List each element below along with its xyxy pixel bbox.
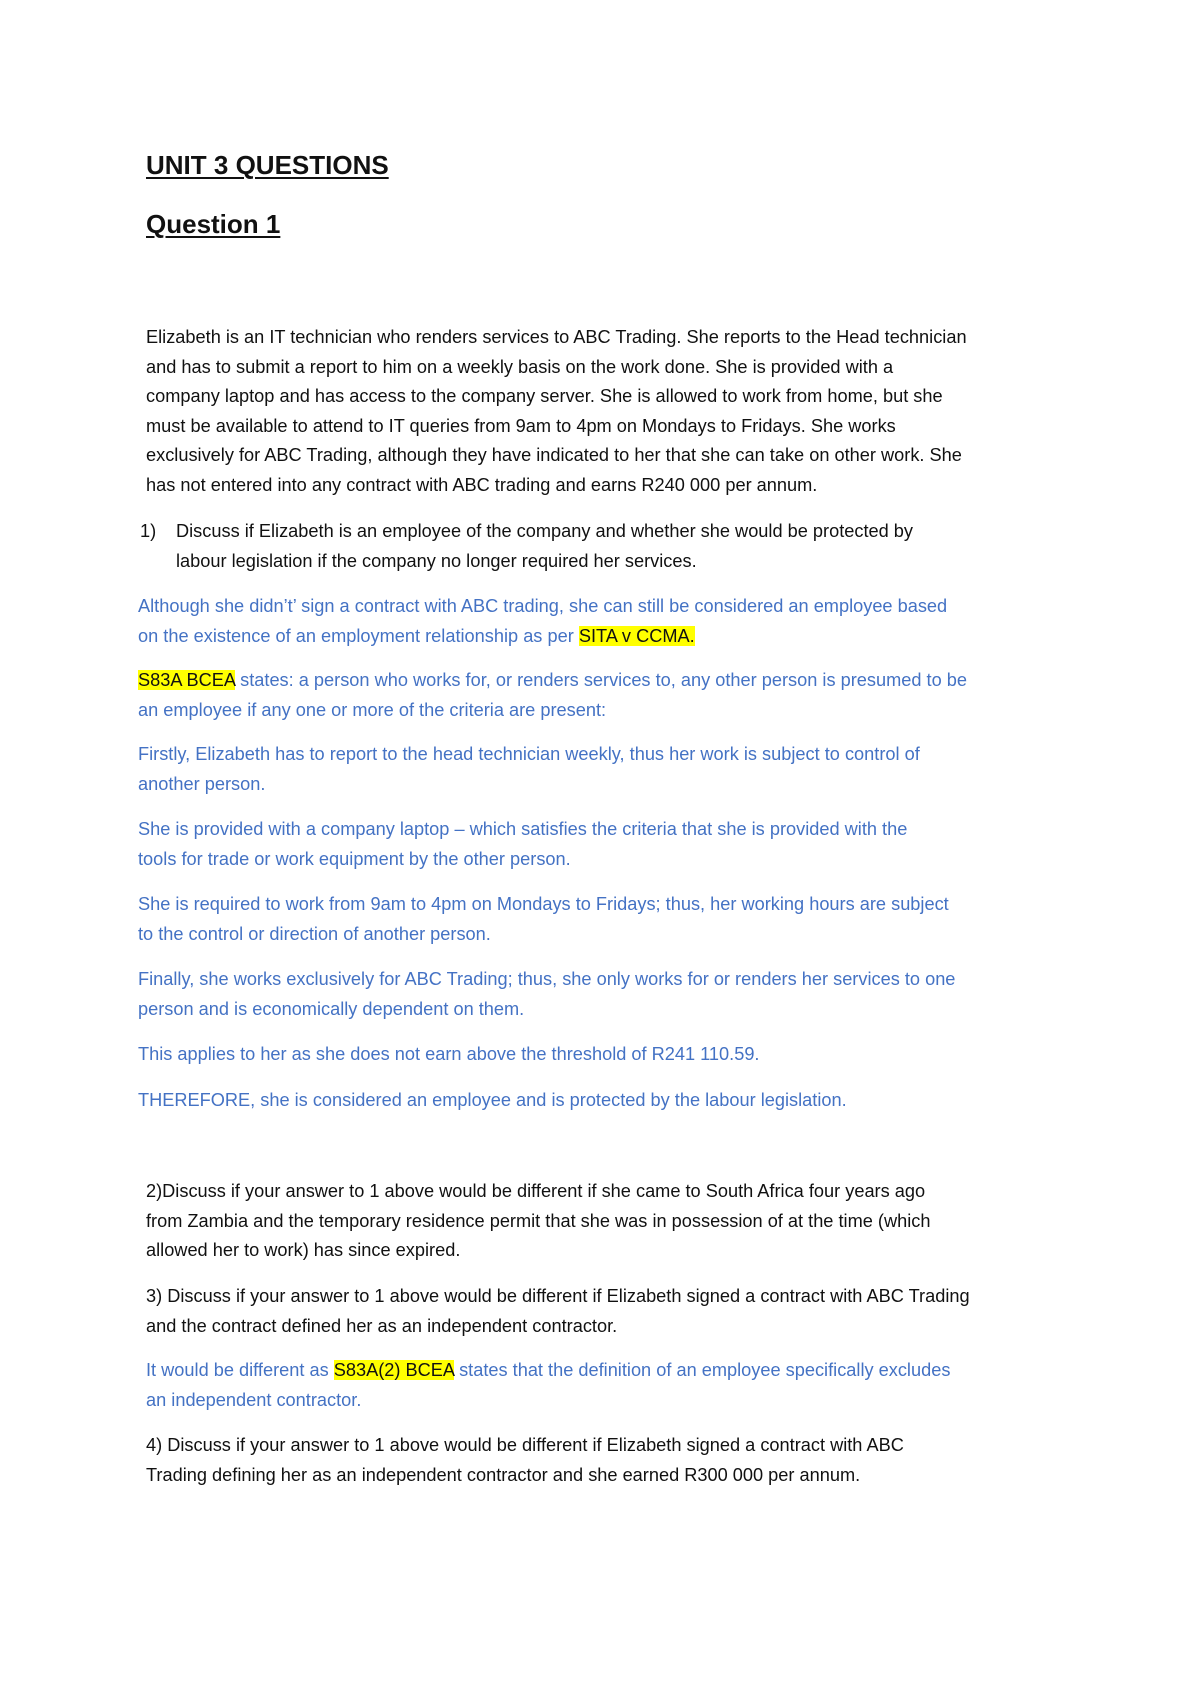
question-4-line: 4) Discuss if your answer to 1 above would be different if Elizabeth signed a contract with ABC [146,1435,904,1455]
answer-line: She is provided with a company laptop – which satisfies the criteria that she is provided with the [138,819,908,839]
highlighted-case-citation: SITA v CCMA. [578,625,695,646]
answer-line: another person. [138,773,266,794]
question-2-line: from Zambia and the temporary residence permit that she was in possession of at the time (which [146,1210,931,1231]
answer-line [138,622,947,652]
question-1-line: labour legislation if the company no longer required her services. [176,550,697,571]
scenario-line: exclusively for ABC Trading, although they have indicated to her that she can take on other work. She [146,445,962,465]
answer-text: It would be different as [146,1360,334,1380]
scenario-line: Elizabeth is an IT technician who renders services to ABC Trading. She reports to the Head technician [146,327,967,347]
question-2-line: 2)Discuss if your answer to 1 above would be different if she came to South Africa four years ago [146,1181,926,1201]
scenario-paragraph [146,323,967,500]
answer-1-firstly [138,740,920,799]
question-1-number: 1) [140,521,157,541]
scenario-line: and has to submit a report to him on a weekly basis on the work done. She is provided with a [146,356,894,377]
answer-line: tools for trade or work equipment by the other person. [138,848,571,869]
answer-line: to the control or direction of another person. [138,923,491,944]
question-3-line: 3) Discuss if your answer to 1 above would be different if Elizabeth signed a contract with ABC Trading [146,1286,970,1306]
answer-line: Firstly, Elizabeth has to report to the head technician weekly, thus her work is subject to control of [138,744,920,764]
answer-1-hours [138,890,949,949]
question-4-line: Trading defining her as an independent contractor and she earned R300 000 per annum. [146,1464,861,1485]
answer-line: Although she didn’t’ sign a contract with ABC trading, she can still be considered an employee based [138,596,948,616]
scenario-line: must be available to attend to IT queries from 9am to 4pm on Mondays to Fridays. She works [146,415,896,436]
question-2-line: allowed her to work) has since expired. [146,1240,461,1260]
page-title: UNIT 3 QUESTIONS [146,150,389,180]
answer-text: states: a person who works for, or renders services to, any other person is presumed to be [235,670,967,690]
question-1-item [140,517,913,576]
answer-line: person and is economically dependent on them. [138,998,525,1019]
scenario-line: has not entered into any contract with ABC trading and earns R240 000 per annum. [146,474,818,495]
highlighted-statute: S83A(2) BCEA [333,1360,455,1380]
question-3-line: and the contract defined her as an independent contractor. [146,1315,618,1336]
highlighted-statute: S83A BCEA [138,670,236,690]
answer-text: on the existence of an employment relationship as per [138,625,579,646]
question-2 [146,1177,930,1266]
question-3 [146,1282,970,1341]
answer-line: She is required to work from 9am to 4pm on Mondays to Fridays; thus, her working hours are subject [138,894,949,914]
answer-1-conclusion: THEREFORE, she is considered an employee and is protected by the labour legislation. [138,1090,847,1110]
answer-1-finally [138,965,955,1024]
scenario-line: company laptop and has access to the company server. She is allowed to work from home, but she [146,386,943,406]
answer-1-threshold: This applies to her as she does not earn above the threshold of R241 110.59. [138,1044,760,1064]
answer-line [146,1356,950,1386]
answer-line: an independent contractor. [146,1389,362,1410]
answer-line: Finally, she works exclusively for ABC Trading; thus, she only works for or renders her services to one [138,969,956,989]
question-1-line: Discuss if Elizabeth is an employee of the company and whether she would be protected by [176,521,914,541]
answer-1-s83a [138,666,967,725]
answer-3 [146,1356,950,1415]
answer-line [138,666,967,696]
answer-line: an employee if any one or more of the criteria are present: [138,699,607,720]
answer-1-laptop [138,815,907,874]
answer-text: states that the definition of an employee specifically excludes [454,1360,951,1380]
question-4 [146,1431,904,1490]
question-heading: Question 1 [146,209,281,239]
answer-1-intro [138,592,947,651]
